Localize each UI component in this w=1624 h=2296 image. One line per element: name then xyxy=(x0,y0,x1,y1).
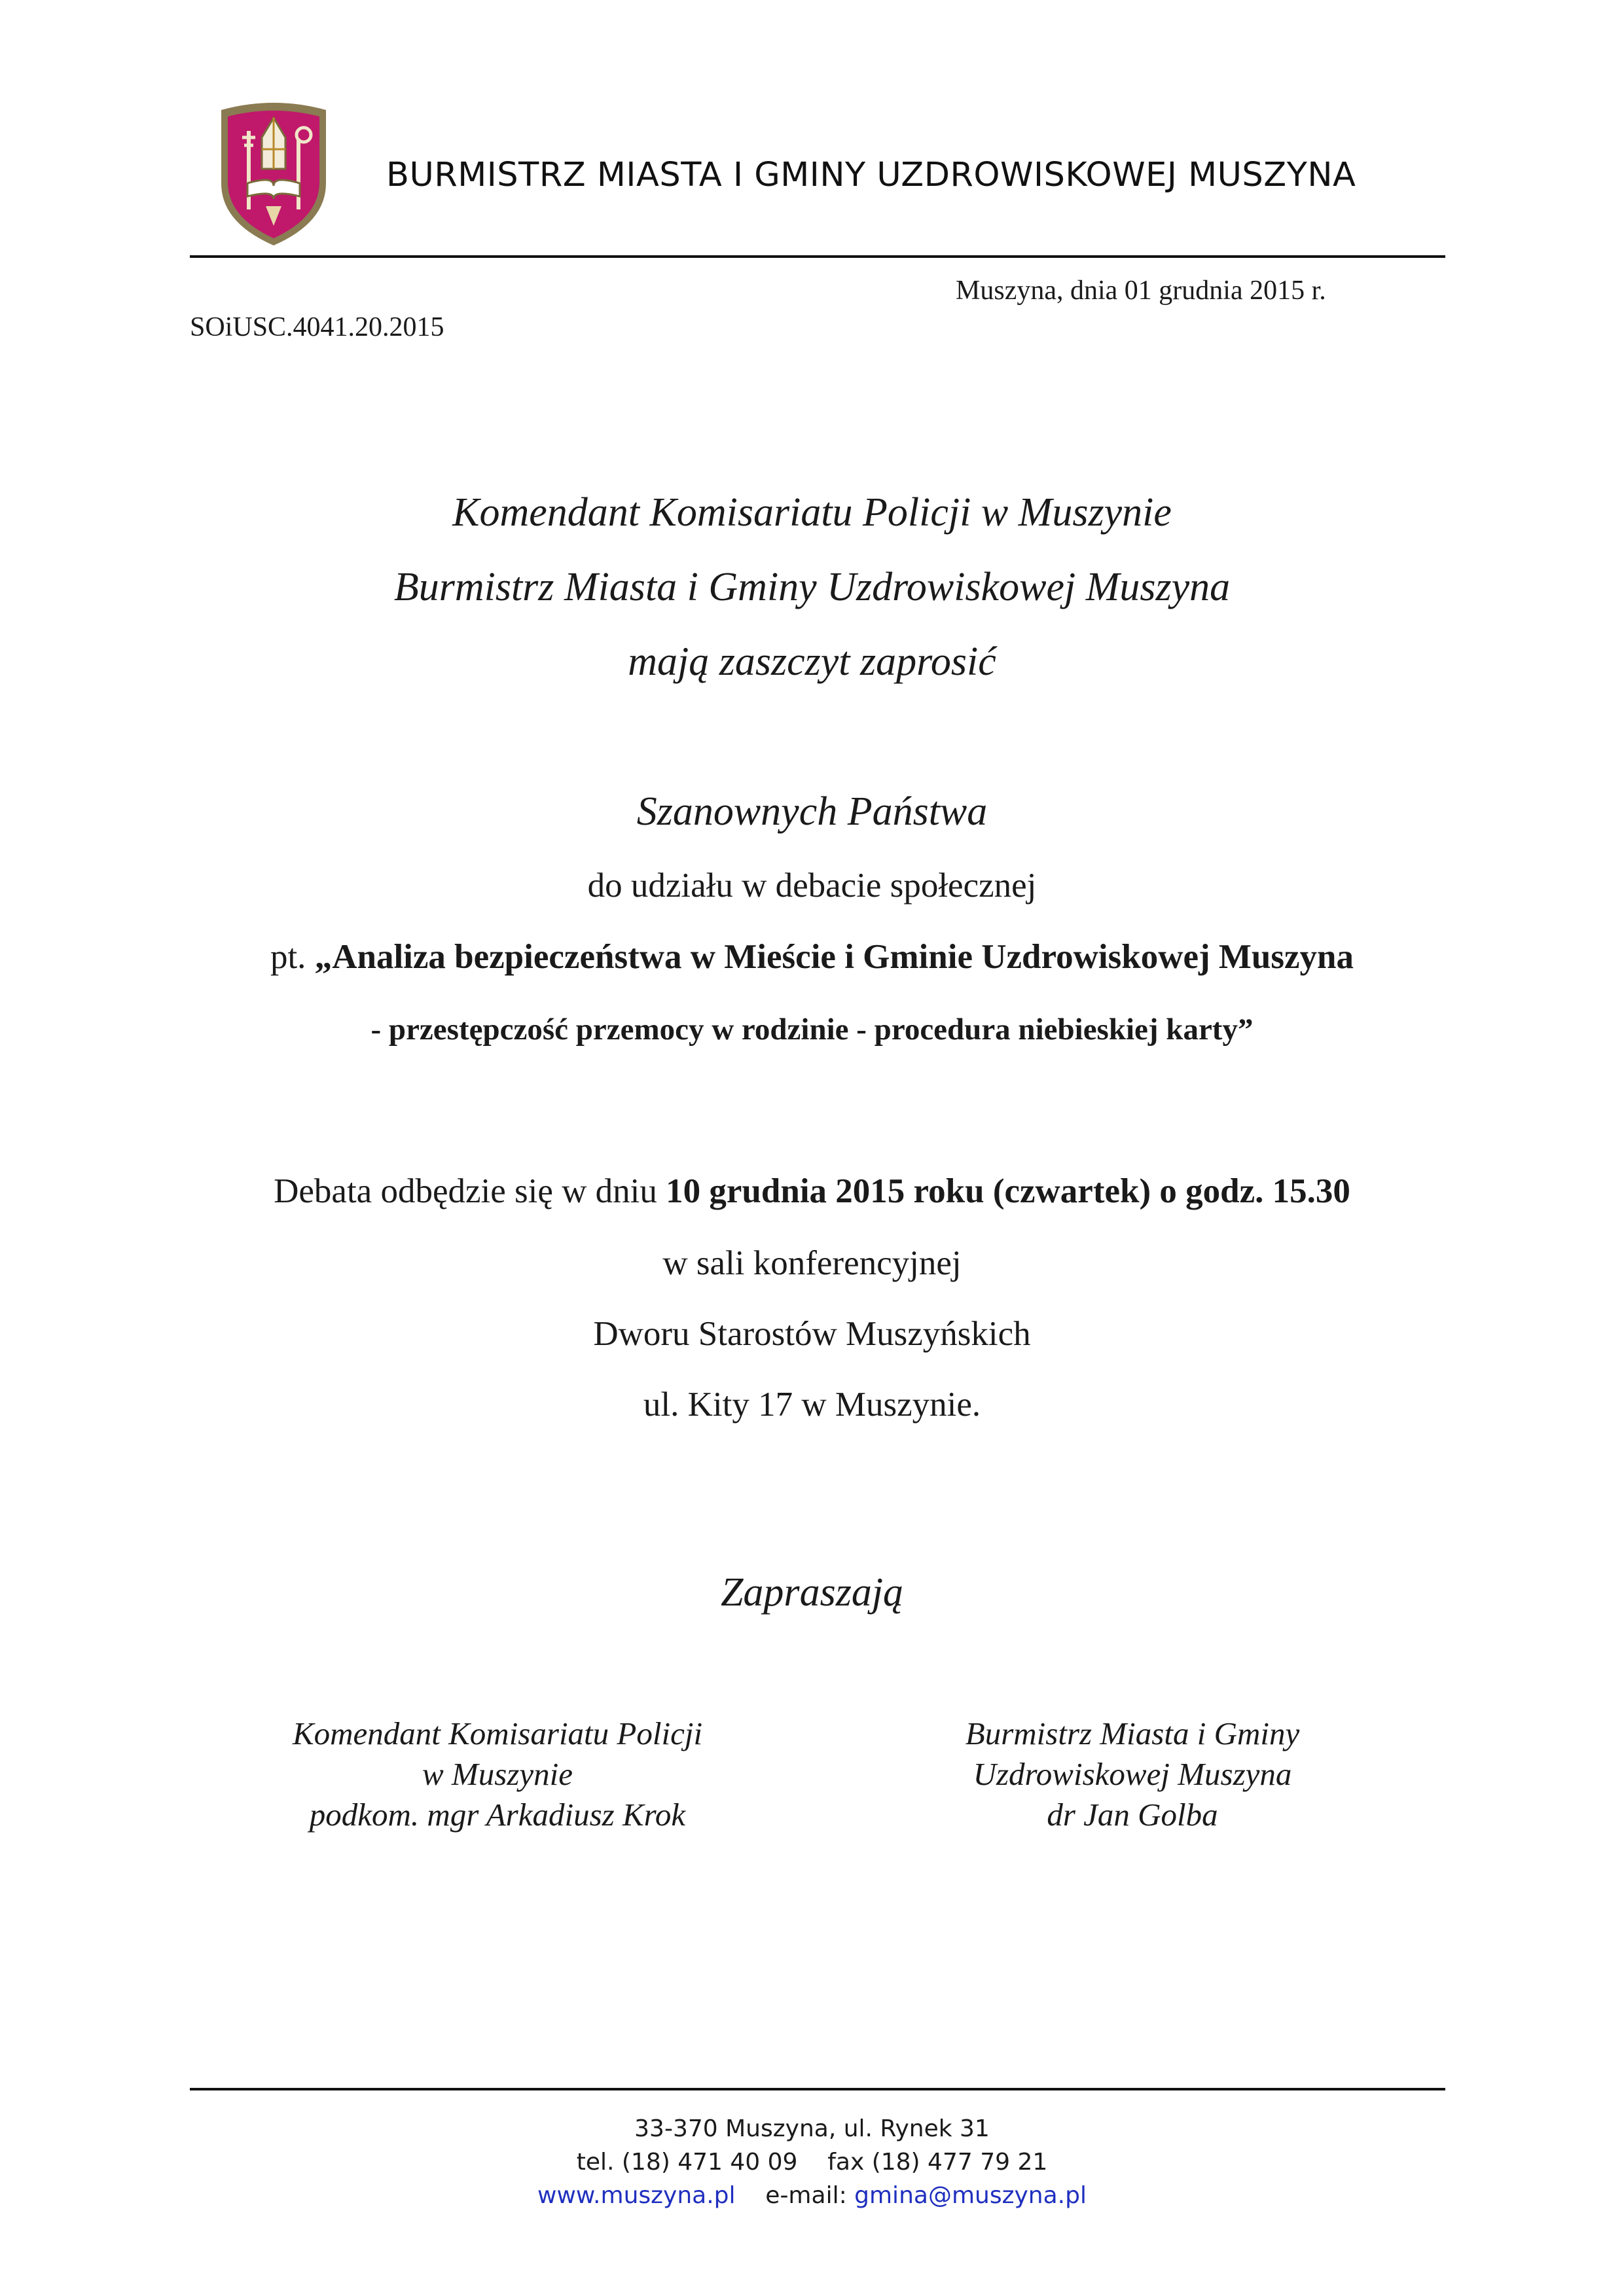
signatory-mayor-name: dr Jan Golba xyxy=(1047,1797,1218,1833)
event-date-time: 10 grudnia 2015 roku (czwartek) o godz. 15.30 xyxy=(666,1172,1350,1210)
footer-divider xyxy=(190,2088,1445,2090)
signatory-police xyxy=(203,1713,792,1835)
header-divider xyxy=(190,255,1445,258)
footer-fax: fax (18) 477 79 21 xyxy=(827,2149,1048,2176)
footer-tel: tel. (18) 471 40 09 xyxy=(576,2149,798,2176)
email-link[interactable]: gmina@muszyna.pl xyxy=(854,2182,1087,2209)
subject-title: „Analiza bezpieczeństwa w Mieście i Gminie Uzdrowiskowej Muszyna xyxy=(314,938,1354,976)
footer-contacts xyxy=(0,2182,1624,2209)
signatory-mayor-place: Uzdrowiskowej Muszyna xyxy=(973,1756,1292,1792)
venue-address: ul. Kity 17 w Muszynie. xyxy=(643,1386,981,1424)
signatory-police-name: podkom. mgr Arkadiusz Krok xyxy=(309,1797,686,1833)
website-link[interactable]: www.muszyna.pl xyxy=(537,2182,736,2209)
invite-phrase: mają zaszczyt zaprosić xyxy=(628,639,996,684)
event-intro: Debata odbędzie się w dniu xyxy=(274,1172,666,1210)
signatory-mayor xyxy=(838,1713,1427,1835)
signatory-police-place: w Muszynie xyxy=(422,1756,573,1792)
addressee: Szanownych Państwa xyxy=(636,789,988,834)
venue-building: Dworu Starostów Muszyńskich xyxy=(593,1315,1031,1353)
signatory-mayor-title: Burmistrz Miasta i Gminy xyxy=(965,1715,1300,1751)
purpose: do udziału w debacie społecznej xyxy=(587,867,1037,905)
footer-address: 33-370 Muszyna, ul. Rynek 31 xyxy=(634,2115,990,2142)
subject-prefix: pt. xyxy=(270,938,315,976)
closing: Zapraszają xyxy=(720,1570,904,1615)
subject-line-2: - przestępczość przemocy w rodzinie - procedura niebieskiej karty” xyxy=(370,1013,1254,1047)
email-label: e-mail: xyxy=(765,2182,855,2209)
subject-line-1 xyxy=(0,937,1624,977)
venue-room: w sali konferencyjnej xyxy=(662,1244,962,1282)
coat-of-arms-icon xyxy=(208,98,339,249)
host-mayor: Burmistrz Miasta i Gminy Uzdrowiskowej Muszyna xyxy=(393,565,1231,609)
event-when xyxy=(0,1172,1624,1211)
reference-number: SOiUSC.4041.20.2015 xyxy=(190,312,444,342)
signatory-police-title: Komendant Komisariatu Policji xyxy=(292,1715,703,1751)
organization-title: BURMISTRZ MIASTA I GMINY UZDROWISKOWEJ MUSZYNA xyxy=(386,156,1356,194)
footer-phones xyxy=(0,2149,1624,2176)
place-and-date: Muszyna, dnia 01 grudnia 2015 r. xyxy=(956,276,1326,306)
host-police: Komendant Komisariatu Policji w Muszynie xyxy=(452,490,1172,535)
